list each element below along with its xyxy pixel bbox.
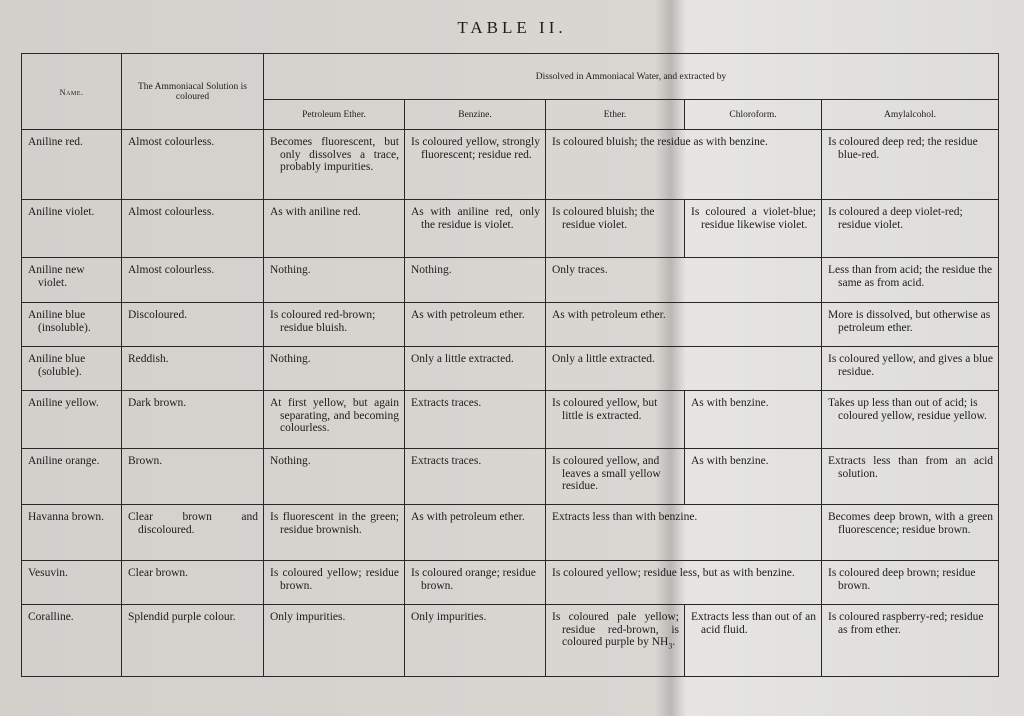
cell-benzine: As with petroleum ether.: [405, 303, 546, 347]
cell-amylalcohol: More is dissolved, but otherwise as petroleum ether.: [822, 303, 999, 347]
table-row: [22, 200, 999, 258]
cell-ether-chloroform: Only a little extracted.: [546, 347, 822, 391]
cell-name: Aniline orange.: [22, 449, 122, 505]
cell-petroleum: Is coloured red-brown; residue bluish.: [264, 303, 405, 347]
table-row: [22, 391, 999, 449]
table-row: [22, 258, 999, 303]
cell-amylalcohol: Is coloured a deep violet-red; residue violet.: [822, 200, 999, 258]
cell-ether-chloroform: Only traces.: [546, 258, 822, 303]
cell-name: Havanna brown.: [22, 505, 122, 561]
cell-ether-chloroform: Is coloured yellow; residue less, but as with benzine.: [546, 561, 822, 605]
header-amylalcohol: Amylalcohol.: [822, 100, 999, 130]
table-title: TABLE II.: [457, 18, 567, 37]
cell-solution: Clear brown and discoloured.: [122, 505, 264, 561]
cell-ether: Is coloured pale yellow; residue red-brown, is coloured purple by $NH_3$.: [546, 605, 685, 677]
cell-amylalcohol: Takes up less than out of acid; is coloured yellow, residue yellow.: [822, 391, 999, 449]
cell-name: Vesuvin.: [22, 561, 122, 605]
cell-benzine: Nothing.: [405, 258, 546, 303]
table-row: [22, 347, 999, 391]
cell-solution: Reddish.: [122, 347, 264, 391]
cell-name: Aniline yellow.: [22, 391, 122, 449]
cell-petroleum: Becomes fluorescent, but only dissolves a trace, probably impurities.: [264, 130, 405, 200]
cell-chloroform: Is coloured a violet-blue; residue likewise violet.: [685, 200, 822, 258]
cell-benzine: Extracts traces.: [405, 449, 546, 505]
cell-solution: Almost colourless.: [122, 130, 264, 200]
cell-benzine: As with petroleum ether.: [405, 505, 546, 561]
cell-name: Aniline red.: [22, 130, 122, 200]
cell-amylalcohol: Is coloured raspberry-red; residue as from ether.: [822, 605, 999, 677]
cell-name: Coralline.: [22, 605, 122, 677]
cell-benzine: Extracts traces.: [405, 391, 546, 449]
cell-solution: Discoloured.: [122, 303, 264, 347]
cell-benzine: Only a little extracted.: [405, 347, 546, 391]
cell-petroleum: As with aniline red.: [264, 200, 405, 258]
cell-ether: Is coloured yellow, and leaves a small yellow residue.: [546, 449, 685, 505]
cell-chloroform: As with benzine.: [685, 391, 822, 449]
cell-benzine: Is coloured yellow, strongly fluorescent; residue red.: [405, 130, 546, 200]
cell-amylalcohol: Less than from acid; the residue the same as from acid.: [822, 258, 999, 303]
cell-petroleum: At first yellow, but again separating, and becoming colourless.: [264, 391, 405, 449]
cell-amylalcohol: Extracts less than from an acid solution.: [822, 449, 999, 505]
cell-chloroform: Extracts less than out of an acid fluid.: [685, 605, 822, 677]
cell-name: Aniline blue (insoluble).: [22, 303, 122, 347]
data-table: [21, 53, 999, 677]
table-row: [22, 605, 999, 677]
header-name: Name.: [22, 54, 122, 130]
cell-solution: Almost colourless.: [122, 200, 264, 258]
cell-petroleum: Nothing.: [264, 449, 405, 505]
cell-benzine: Only impurities.: [405, 605, 546, 677]
cell-ether-chloroform: Extracts less than with benzine.: [546, 505, 822, 561]
table-row: [22, 561, 999, 605]
cell-petroleum: Is coloured yellow; residue brown.: [264, 561, 405, 605]
cell-petroleum: Nothing.: [264, 347, 405, 391]
cell-ether-chloroform: As with petroleum ether.: [546, 303, 822, 347]
cell-solution: Splendid purple colour.: [122, 605, 264, 677]
cell-ether-chloroform: Is coloured bluish; the residue as with benzine.: [546, 130, 822, 200]
cell-name: Aniline violet.: [22, 200, 122, 258]
cell-amylalcohol: Is coloured deep red; the residue blue-red.: [822, 130, 999, 200]
cell-ether: Is coloured bluish; the residue violet.: [546, 200, 685, 258]
cell-amylalcohol: Becomes deep brown, with a green fluorescence; residue brown.: [822, 505, 999, 561]
cell-petroleum: Is fluorescent in the green; residue brownish.: [264, 505, 405, 561]
cell-ether: Is coloured yellow, but little is extracted.: [546, 391, 685, 449]
cell-petroleum: Only impurities.: [264, 605, 405, 677]
header-petroleum-ether: Petroleum Ether.: [264, 100, 405, 130]
header-ether: Ether.: [546, 100, 685, 130]
table-row: [22, 449, 999, 505]
cell-petroleum: Nothing.: [264, 258, 405, 303]
cell-name: Aniline new violet.: [22, 258, 122, 303]
cell-solution: Brown.: [122, 449, 264, 505]
cell-solution: Dark brown.: [122, 391, 264, 449]
cell-chloroform: As with benzine.: [685, 449, 822, 505]
cell-solution: Clear brown.: [122, 561, 264, 605]
table-row: [22, 130, 999, 200]
header-benzine: Benzine.: [405, 100, 546, 130]
cell-solution: Almost colourless.: [122, 258, 264, 303]
cell-amylalcohol: Is coloured deep brown; residue brown.: [822, 561, 999, 605]
cell-benzine: Is coloured orange; residue brown.: [405, 561, 546, 605]
header-chloroform: Chloroform.: [685, 100, 822, 130]
table-row: [22, 505, 999, 561]
table-row: [22, 303, 999, 347]
header-ammoniacal-solution: The Ammoniacal Solution is coloured: [122, 54, 264, 130]
header-dissolved: Dissolved in Ammoniacal Water, and extracted by: [264, 54, 999, 100]
cell-benzine: As with aniline red, only the residue is violet.: [405, 200, 546, 258]
cell-name: Aniline blue (soluble).: [22, 347, 122, 391]
cell-amylalcohol: Is coloured yellow, and gives a blue residue.: [822, 347, 999, 391]
